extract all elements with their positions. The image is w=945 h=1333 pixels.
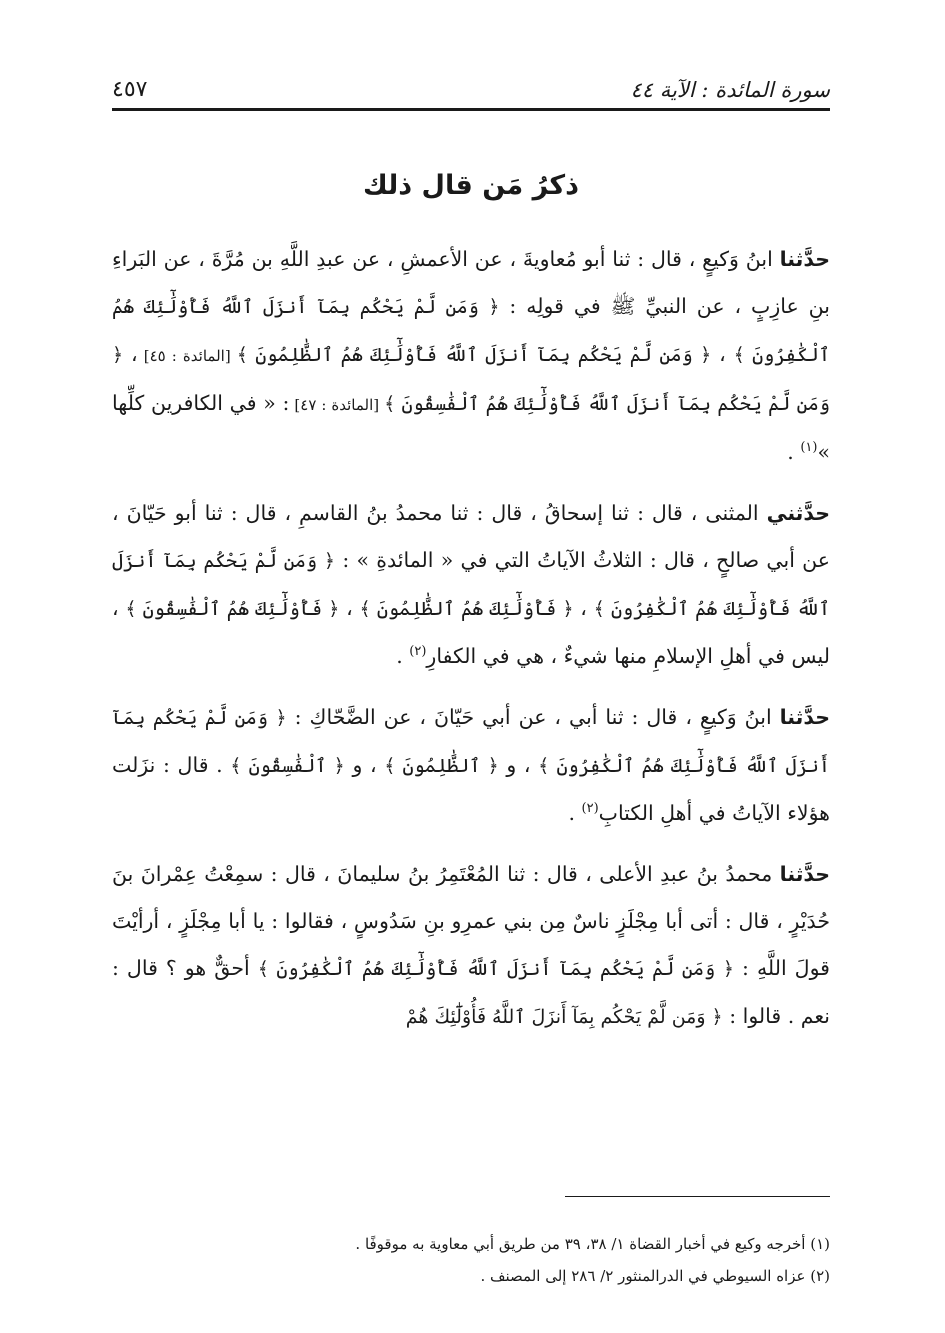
quran-verse: ﴿ وَمَن لَّمْ يَحْكُم بِمَآ أَنزَلَ ٱللَّهُ فَأُوْلَٰٓئِكَ هُمْ [405,1006,723,1028]
narration-text: ابنُ وَكيعٍ ، قال : ثنا أبي ، عن أبي حَيّانَ ، عن الضَّحّاكِ : [286,705,780,729]
running-title: سورة المائدة : الآية ٤٤ [630,78,830,102]
narration-text: ، [123,342,138,366]
narration-text: ، و [344,753,385,777]
narration-text: ابنُ وَكيعٍ ، قال : ثنا أبو مُعاويةَ ، عن الأعمشِ ، عن عبدِ اللَّهِ بن مُرَّةَ ، عن البَراءِ بنِ عازِبٍ ، عن النبيِّ ﷺ في قولِه : [112,247,830,318]
narration-text: . [568,801,582,825]
page-header [112,62,830,102]
isnad-lead: حدَّثني [766,501,830,525]
isnad-lead: حدَّثنا [779,862,831,886]
narration-text: . [396,644,410,668]
quran-verse: ﴿ وَمَن لَّمْ يَحْكُم بِمَآ أَنزَلَ ٱللَّهُ فَأُوْلَٰٓئِكَ هُمُ ٱلْفَٰسِقُونَ ﴾ [112,344,831,415]
narration-text: ، ليس في أهلِ الإسلامِ منها شيءٌ ، هي في الكفارِ [112,596,830,668]
narration-text: . قال : نزَلت هؤلاء الآياتُ في أهلِ الكتابِ [112,753,830,825]
paragraph-1 [112,236,830,476]
quran-verse: ﴿ وَمَن لَّمْ يَحْكُم بِمَآ أَنزَلَ ٱللَّهُ فَأُوْلَٰٓئِكَ هُمُ ٱلْكَٰفِرُونَ ﴾ [257,958,734,980]
narration-text: : « في الكافرين كلِّها » [112,391,830,464]
paragraph-4 [112,851,830,1041]
narration-text: أحقٌّ هو ؟ قال : نعم . قالوا : [112,956,830,1028]
footnote-marker[interactable]: (١) [800,440,818,456]
paragraph-2 [112,490,830,680]
quran-verse: ﴿ وَمَن لَّمْ يَحْكُم بِمَآ أَنزَلَ ٱللَّهُ فَأُوْلَٰٓئِكَ هُمُ ٱلْكَٰفِرُونَ ﴾ [112,707,830,777]
quran-verse: ﴿ ٱلْفَٰسِقُونَ ﴾ [230,755,345,777]
quran-verse: ﴿ وَمَن لَّمْ يَحْكُم بِمَآ أَنزَلَ ٱللَّهُ فَأُوْلَٰٓئِكَ هُمُ ٱلْكَٰفِرُونَ ﴾ [112,296,830,366]
narration-text: المثنى ، قال : ثنا إسحاقُ ، قال : ثنا محمدُ بنُ القاسمِ ، قال : ثنا أبو حَيّانَ ، عن أبي صالحٍ ، قال : الثلاثُ الآياتُ التي في « المائدةِ » : [112,501,830,572]
isnad-lead: حدَّثنا [779,705,830,729]
narration-text: . [787,440,801,464]
footnote-2: (٢) عزاه السيوطي في الدرالمنثور ٢/ ٢٨٦ إلى المصنف . [480,1267,830,1285]
quran-verse: ﴿ وَمَن لَّمْ يَحْكُم بِمَآ أَنزَلَ ٱللَّهُ فَأُوْلَٰٓئِكَ هُمُ ٱلْكَٰفِرُونَ ﴾ [112,550,831,620]
main-text [112,236,830,1055]
paragraph-3 [112,694,830,837]
quran-verse: ﴿ ٱلظَّٰلِمُونَ ﴾ [384,755,499,777]
footnotes [112,1228,830,1292]
header-rule [112,108,830,111]
footnote-marker[interactable]: (٢) [409,644,427,660]
verse-reference: [المائدة : ٤٥] [137,347,237,365]
narration-text: ، [339,596,360,620]
narration-text: ، [573,596,594,620]
quran-verse: ﴿ فَأُوْلَٰٓئِكَ هُمُ ٱلْفَٰسِقُونَ ﴾ [125,598,340,620]
quran-verse: ﴿ وَمَن لَّمْ يَحْكُم بِمَآ أَنزَلَ ٱللَّهُ فَأُوْلَٰٓئِكَ هُمُ ٱلظَّٰلِمُونَ ﴾ [236,344,712,366]
page-number: ٤٥٧ [112,77,148,102]
quran-verse: ﴿ فَأُوْلَٰٓئِكَ هُمُ ٱلظَّٰلِمُونَ ﴾ [359,598,574,620]
narration-text: ، و [498,753,539,777]
footnote-separator [565,1196,830,1197]
section-title: ذكرُ مَن قال ذلك [363,170,579,201]
footnote-marker[interactable]: (٢) [581,801,599,817]
verse-reference: [المائدة : ٤٧] [289,396,385,414]
footnote-1: (١) أخرجه وكيع في أخبار القضاة ١/ ٣٨، ٣٩ من طريق أبي معاوية به موقوفًا . [355,1235,830,1253]
narration-text: ، [711,342,734,366]
isnad-lead: حدَّثنا [779,247,830,271]
narration-text: محمدُ بنُ عبدِ الأعلى ، قال : ثنا المُعْتَمِرُ بنُ سليمانَ ، قال : سمِعْتُ عِمْرانَ بنَ حُدَيْرٍ ، قال : أتى أبا مِجْلَزٍ ناسٌ مِن بني عمرِو بنِ سَدُوسٍ ، فقالوا : يا أبا مِجْلَزٍ ، أرأيْتَ قولَ اللَّهِ : [112,862,830,980]
